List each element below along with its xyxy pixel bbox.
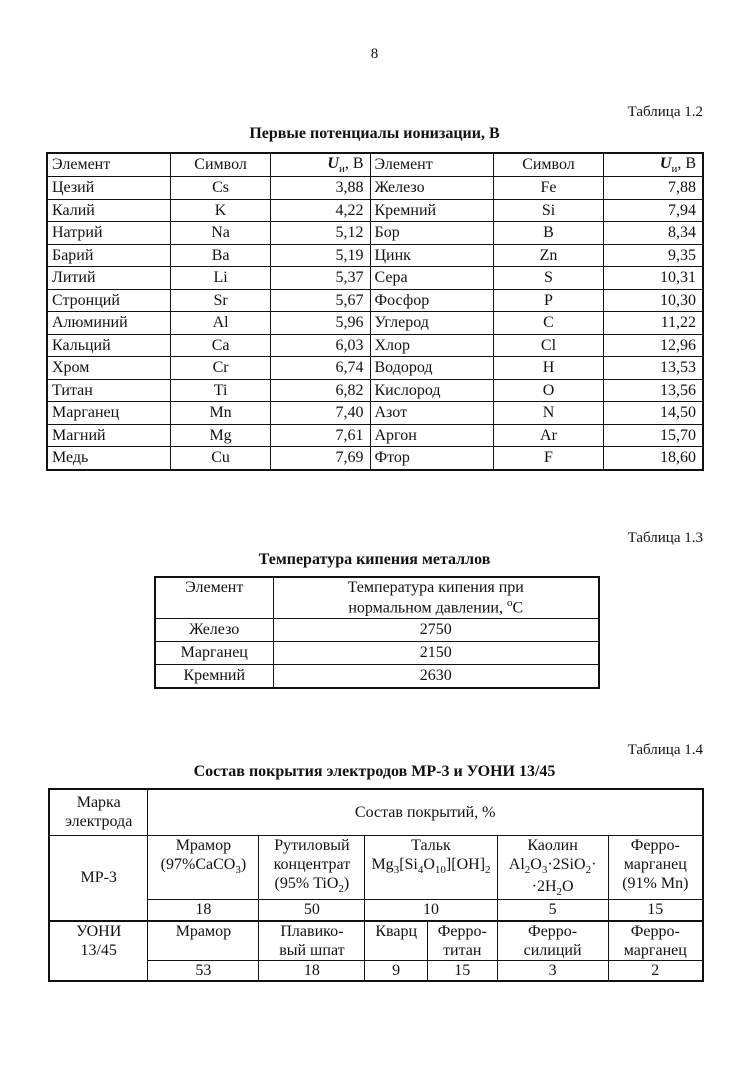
brand-uoni: УОНИ 13/45 [49,921,148,982]
symbol-cell: Al [171,312,271,335]
table-1-3-title: Температура кипения металлов [258,551,491,568]
value-cell: 53 [148,961,259,982]
mr3-talc: Тальк $Mg_3[Si_4O_{10}][OH]_2$ [365,835,497,900]
uoni-ferromanganese: Ферро- марганец [608,921,703,961]
uoni-fluorspar: Плавико- вый шпат [259,921,365,961]
temperature-cell: 2750 [273,618,599,641]
value-cell: 10 [365,900,497,921]
symbol-cell: Ti [171,379,271,402]
value-cell: 5 [497,900,608,921]
symbol-cell: O [494,379,604,402]
element-cell: Цезий [47,177,171,200]
symbol-cell: Cs [171,177,271,200]
element-cell: Натрий [47,222,171,245]
uoni-ferrotitanium: Ферро- титан [427,921,497,961]
element-cell: Кислород [370,379,494,402]
symbol-cell: Li [171,267,271,290]
table-row [47,447,703,470]
table-row [155,664,599,688]
col-header-symbol: Символ [171,153,271,177]
element-cell: Бор [370,222,494,245]
mr3-marble: Мрамор (97%CaCO$_3$) [148,835,259,900]
symbol-cell: Cu [171,447,271,470]
value-cell: 18 [148,900,259,921]
element-cell: Марганец [47,402,171,425]
col-header-symbol-2: Символ [494,153,604,177]
electrode-coating-table [48,788,704,982]
element-cell: Железо [370,177,494,200]
value-cell: 3 [497,961,608,982]
uoni-components-row [49,921,703,961]
symbol-cell: Cl [494,334,604,357]
element-cell: Хром [47,357,171,380]
element-cell: Сера [370,267,494,290]
element-cell: Фосфор [370,289,494,312]
table-1-2-label: Таблица 1.2 [627,104,703,120]
table-row [47,424,703,447]
table-row [47,334,703,357]
symbol-cell: B [494,222,604,245]
symbol-cell: N [494,402,604,425]
potential-cell: 4,22 [270,199,370,222]
col-header-potential-2: $U_и$, В [603,153,703,177]
potential-cell: 14,50 [603,402,703,425]
potential-cell: 7,69 [270,447,370,470]
ionization-table [46,152,704,471]
value-cell: 18 [259,961,365,982]
potential-cell: 7,40 [270,402,370,425]
element-cell: Титан [47,379,171,402]
potential-cell: 10,30 [603,289,703,312]
symbol-cell: Na [171,222,271,245]
symbol-cell: Cr [171,357,271,380]
table-1-4-title: Состав покрытия электродов МР-3 и УОНИ 13/45 [193,763,556,780]
element-cell: Аргон [370,424,494,447]
symbol-cell: Mg [171,424,271,447]
value-cell: 15 [608,900,703,921]
potential-cell: 6,82 [270,379,370,402]
element-cell: Углерод [370,312,494,335]
mr3-components-row [49,835,703,900]
potential-cell: 18,60 [603,447,703,470]
potential-cell: 15,70 [603,424,703,447]
value-cell: 15 [427,961,497,982]
symbol-cell: Sr [171,289,271,312]
element-cell: Стронций [47,289,171,312]
col-header-potential: $U_и$, В [270,153,370,177]
table-row [155,618,599,641]
uoni-values-row [49,961,703,982]
col-header-element: Элемент [155,577,273,618]
symbol-cell: K [171,199,271,222]
value-cell: 50 [259,900,365,921]
potential-cell: 7,88 [603,177,703,200]
col-header-element-2: Элемент [370,153,494,177]
table-1-4-label: Таблица 1.4 [627,742,703,758]
table-header-row [47,153,703,177]
potential-cell: 6,74 [270,357,370,380]
potential-cell: 5,12 [270,222,370,245]
temperature-cell: 2630 [273,664,599,688]
element-cell: Водород [370,357,494,380]
potential-cell: 7,61 [270,424,370,447]
potential-cell: 10,31 [603,267,703,290]
mr3-kaolin: Каолин $Al_2O_3\cdot 2SiO_2\cdot$ $\cdot 2H_2O$ [497,835,608,900]
symbol-cell: F [494,447,604,470]
table-row [47,267,703,290]
potential-cell: 5,19 [270,244,370,267]
table-row [155,641,599,664]
element-cell: Кремний [370,199,494,222]
element-cell: Фтор [370,447,494,470]
potential-cell: 11,22 [603,312,703,335]
table-row [47,289,703,312]
table-header-row [155,577,599,618]
element-cell: Железо [155,618,273,641]
symbol-cell: P [494,289,604,312]
element-cell: Медь [47,447,171,470]
table-row [47,199,703,222]
element-cell: Литий [47,267,171,290]
symbol-cell: Fe [494,177,604,200]
table-row [47,357,703,380]
table-row [47,222,703,245]
mr3-rutile: Рутиловый концентрат (95% TiO$_2$) [259,835,365,900]
potential-cell: 6,03 [270,334,370,357]
table-1-3-label: Таблица 1.3 [627,530,703,546]
uoni-quartz: Кварц [365,921,428,961]
table-1-2-title: Первые потенциалы ионизации, В [249,125,500,142]
symbol-cell: Mn [171,402,271,425]
element-cell: Марганец [155,641,273,664]
mr3-values-row [49,900,703,921]
element-cell: Хлор [370,334,494,357]
uoni-marble: Мрамор [148,921,259,961]
element-cell: Азот [370,402,494,425]
potential-cell: 5,67 [270,289,370,312]
potential-cell: 12,96 [603,334,703,357]
element-cell: Алюминий [47,312,171,335]
potential-cell: 5,96 [270,312,370,335]
potential-cell: 9,35 [603,244,703,267]
potential-cell: 5,37 [270,267,370,290]
potential-cell: 7,94 [603,199,703,222]
mr3-ferromanganese: Ферро- марганец (91% Mn) [608,835,703,900]
table-row [47,312,703,335]
brand-mr3: МР-3 [49,835,148,921]
col-header-composition: Состав покрытий, % [148,789,703,835]
col-header-brand: Марка электрода [49,789,148,835]
potential-cell: 13,53 [603,357,703,380]
page-number: 8 [370,46,379,62]
potential-cell: 8,34 [603,222,703,245]
symbol-cell: Ba [171,244,271,267]
element-cell: Калий [47,199,171,222]
symbol-cell: S [494,267,604,290]
boiling-table [154,576,600,689]
element-cell: Магний [47,424,171,447]
symbol-cell: C [494,312,604,335]
uoni-ferrosilicon: Ферро- силиций [497,921,608,961]
table-row [47,177,703,200]
table-row [47,379,703,402]
symbol-cell: Si [494,199,604,222]
temperature-cell: 2150 [273,641,599,664]
value-cell: 2 [608,961,703,982]
col-header-temperature: Температура кипения при нормальном давлении, $^o$C [273,577,599,618]
element-cell: Цинк [370,244,494,267]
table-header-row [49,789,703,835]
symbol-cell: H [494,357,604,380]
symbol-cell: Zn [494,244,604,267]
symbol-cell: Ar [494,424,604,447]
potential-cell: 13,56 [603,379,703,402]
col-header-element: Элемент [47,153,171,177]
element-cell: Кремний [155,664,273,688]
symbol-cell: Ca [171,334,271,357]
value-cell: 9 [365,961,428,982]
table-row [47,402,703,425]
table-row [47,244,703,267]
potential-cell: 3,88 [270,177,370,200]
element-cell: Барий [47,244,171,267]
element-cell: Кальций [47,334,171,357]
